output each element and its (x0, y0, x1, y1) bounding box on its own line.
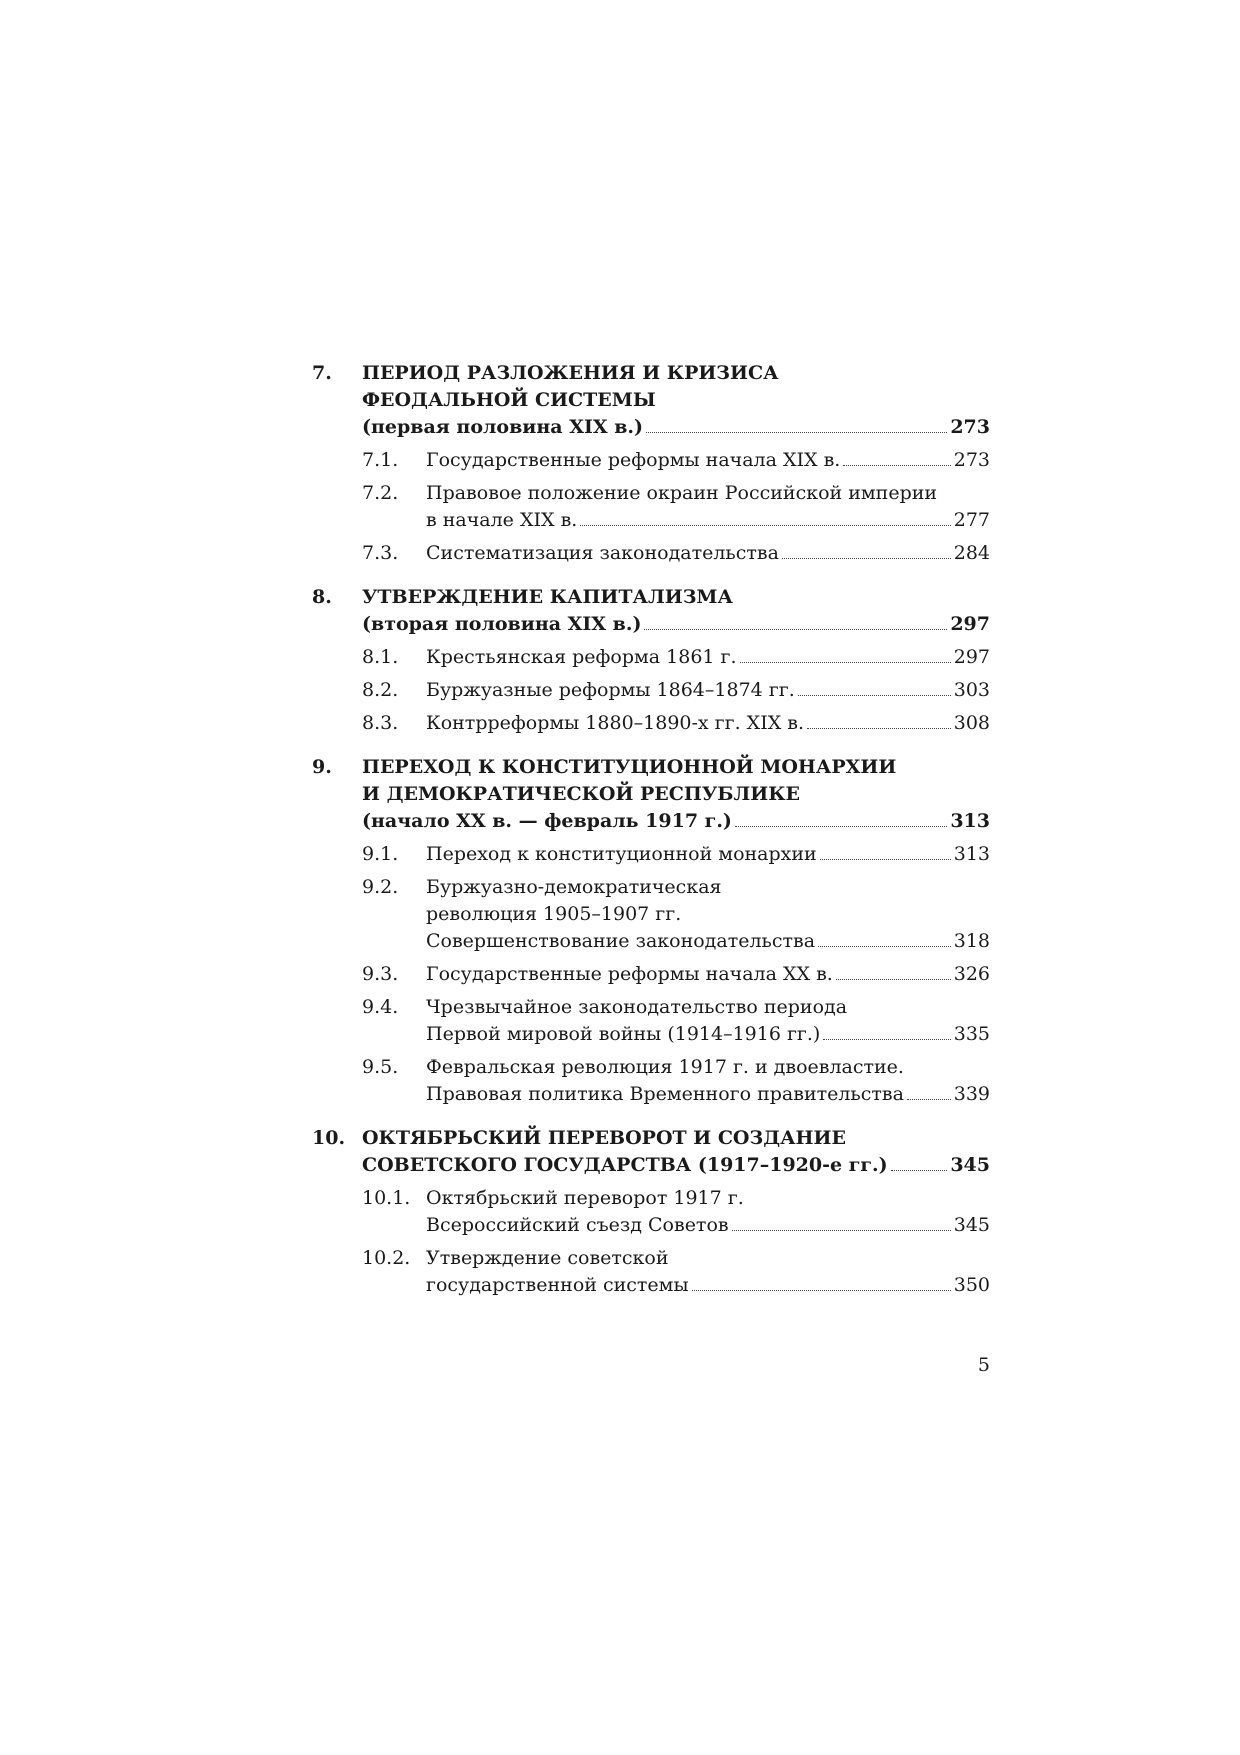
chapter-heading[interactable] (312, 1125, 990, 1179)
section-title-page: 313 (953, 843, 990, 865)
leader-dots (732, 1230, 951, 1231)
section-title-line (426, 447, 990, 474)
leader-dots (580, 525, 950, 526)
section-title-line: революция 1905–1907 гг. (426, 903, 682, 925)
section-title-page: 273 (953, 449, 990, 471)
toc-section[interactable] (312, 961, 990, 988)
section-title-line (426, 710, 990, 737)
toc-section[interactable] (312, 480, 990, 534)
leader-dots (836, 979, 951, 980)
leader-dots (735, 826, 947, 827)
section-number: 8.1. (362, 646, 399, 668)
toc-section[interactable] (312, 447, 990, 474)
section-number: 7.3. (362, 542, 399, 564)
chapter-title-line: ПЕРИОД РАЗЛОЖЕНИЯ И КРИЗИСА (362, 362, 779, 384)
section-title-line (426, 1021, 990, 1048)
section-title-page: 326 (953, 963, 990, 985)
section-title-page: 297 (953, 646, 990, 668)
section-number: 8.3. (362, 712, 399, 734)
chapter-title-text: СОВЕТСКОГО ГОСУДАРСТВА (1917–1920-е гг.) (362, 1154, 888, 1176)
chapter-title-page: 273 (950, 416, 990, 438)
section-number: 10.2. (362, 1247, 411, 1269)
section-title-line: Правовое положение окраин Российской империи (426, 482, 938, 504)
leader-dots (692, 1290, 951, 1291)
section-number: 9.4. (362, 996, 399, 1018)
section-title-text: Всероссийский съезд Советов (426, 1214, 729, 1236)
section-title-line: Чрезвычайное законодательство периода (426, 996, 848, 1018)
leader-dots (907, 1099, 951, 1100)
section-title-text: Государственные реформы начала XIX в. (426, 449, 841, 471)
section-title-line (426, 540, 990, 567)
toc-section[interactable] (312, 677, 990, 704)
section-title-line (426, 1272, 990, 1299)
section-title-text: Крестьянская реформа 1861 г. (426, 646, 737, 668)
section-title-text: Переход к конституционной монархии (426, 843, 817, 865)
leader-dots (807, 728, 951, 729)
chapter-title-line: ПЕРЕХОД К КОНСТИТУЦИОННОЙ МОНАРХИИ (362, 756, 897, 778)
leader-dots (823, 1039, 950, 1040)
section-title-text: Правовая политика Временного правительства (426, 1083, 904, 1105)
section-number: 10.1. (362, 1187, 411, 1209)
section-number: 9.1. (362, 843, 399, 865)
leader-dots (782, 558, 951, 559)
section-title-text: Контрреформы 1880–1890-х гг. XIX в. (426, 712, 805, 734)
section-title-text: Государственные реформы начала XX в. (426, 963, 833, 985)
leader-dots (644, 629, 947, 630)
section-number: 7.1. (362, 449, 399, 471)
section-title-line: Февральская революция 1917 г. и двоевластие. (426, 1056, 904, 1078)
section-title-page: 308 (953, 712, 990, 734)
section-title-line (426, 677, 990, 704)
leader-dots (843, 465, 950, 466)
section-title-line (426, 961, 990, 988)
section-title-line: Октябрьский переворот 1917 г. (426, 1187, 744, 1209)
chapter-title-text: (вторая половина XIX в.) (362, 613, 642, 635)
toc-section[interactable] (312, 1054, 990, 1108)
section-title-text: государственной системы (426, 1274, 689, 1296)
toc-section[interactable] (312, 994, 990, 1048)
chapter-title-line (362, 414, 990, 441)
section-title-text: Совершенствование законодательства (426, 930, 816, 952)
chapter-number: 10. (312, 1127, 346, 1149)
leader-dots (646, 432, 947, 433)
chapter-number: 7. (312, 362, 332, 384)
section-title-line (426, 841, 990, 868)
section-title-text: Первой мировой войны (1914–1916 гг.) (426, 1023, 821, 1045)
chapter-number: 9. (312, 756, 332, 778)
toc-section[interactable] (312, 710, 990, 737)
section-title-text: Буржуазные реформы 1864–1874 гг. (426, 679, 795, 701)
section-title-line (426, 928, 990, 955)
page-number: 5 (977, 1354, 990, 1376)
chapter-title-page: 297 (950, 613, 990, 635)
section-title-line (426, 1081, 990, 1108)
chapter-title-page: 345 (950, 1154, 990, 1176)
toc-section[interactable] (312, 644, 990, 671)
section-title-text: в начале XIX в. (426, 509, 578, 531)
section-title-page: 350 (953, 1274, 990, 1296)
section-title-text: Систематизация законодательства (426, 542, 779, 564)
chapter-title-line (362, 611, 990, 638)
section-title-page: 284 (953, 542, 990, 564)
leader-dots (818, 946, 951, 947)
toc-section[interactable] (312, 841, 990, 868)
section-title-page: 318 (953, 930, 990, 952)
toc-chapter (312, 754, 990, 1108)
toc-chapter (312, 1125, 990, 1299)
section-title-page: 339 (953, 1083, 990, 1105)
chapter-heading[interactable] (312, 584, 990, 638)
toc-section[interactable] (312, 1245, 990, 1299)
chapter-title-text: (начало XX в. — февраль 1917 г.) (362, 810, 732, 832)
section-number: 9.2. (362, 876, 399, 898)
chapter-title-line (362, 1152, 990, 1179)
section-title-line (426, 1212, 990, 1239)
toc-section[interactable] (312, 874, 990, 955)
toc-section[interactable] (312, 1185, 990, 1239)
chapter-title-line: ФЕОДАЛЬНОЙ СИСТЕМЫ (362, 389, 656, 411)
leader-dots (891, 1170, 948, 1171)
toc-chapter (312, 360, 990, 567)
chapter-number: 8. (312, 586, 332, 608)
chapter-title-line: И ДЕМОКРАТИЧЕСКОЙ РЕСПУБЛИКЕ (362, 783, 801, 805)
section-title-line: Утверждение советской (426, 1247, 669, 1269)
section-title-page: 303 (953, 679, 990, 701)
toc-section[interactable] (312, 540, 990, 567)
leader-dots (820, 859, 951, 860)
leader-dots (740, 662, 951, 663)
chapter-title-line (362, 808, 990, 835)
chapter-title-line: УТВЕРЖДЕНИЕ КАПИТАЛИЗМА (362, 586, 733, 608)
leader-dots (798, 695, 951, 696)
section-title-line (426, 507, 990, 534)
chapter-heading[interactable] (312, 360, 990, 441)
chapter-title-page: 313 (950, 810, 990, 832)
chapter-title-text: (первая половина XIX в.) (362, 416, 644, 438)
section-number: 9.5. (362, 1056, 399, 1078)
section-title-line: Буржуазно-демократическая (426, 876, 722, 898)
section-number: 9.3. (362, 963, 399, 985)
toc-chapter (312, 584, 990, 737)
table-of-contents (312, 360, 990, 1316)
section-title-line (426, 644, 990, 671)
section-title-page: 345 (953, 1214, 990, 1236)
chapter-title-line: ОКТЯБРЬСКИЙ ПЕРЕВОРОТ И СОЗДАНИЕ (362, 1127, 846, 1149)
section-number: 8.2. (362, 679, 399, 701)
section-title-page: 277 (953, 509, 990, 531)
section-title-page: 335 (953, 1023, 990, 1045)
section-number: 7.2. (362, 482, 399, 504)
chapter-heading[interactable] (312, 754, 990, 835)
